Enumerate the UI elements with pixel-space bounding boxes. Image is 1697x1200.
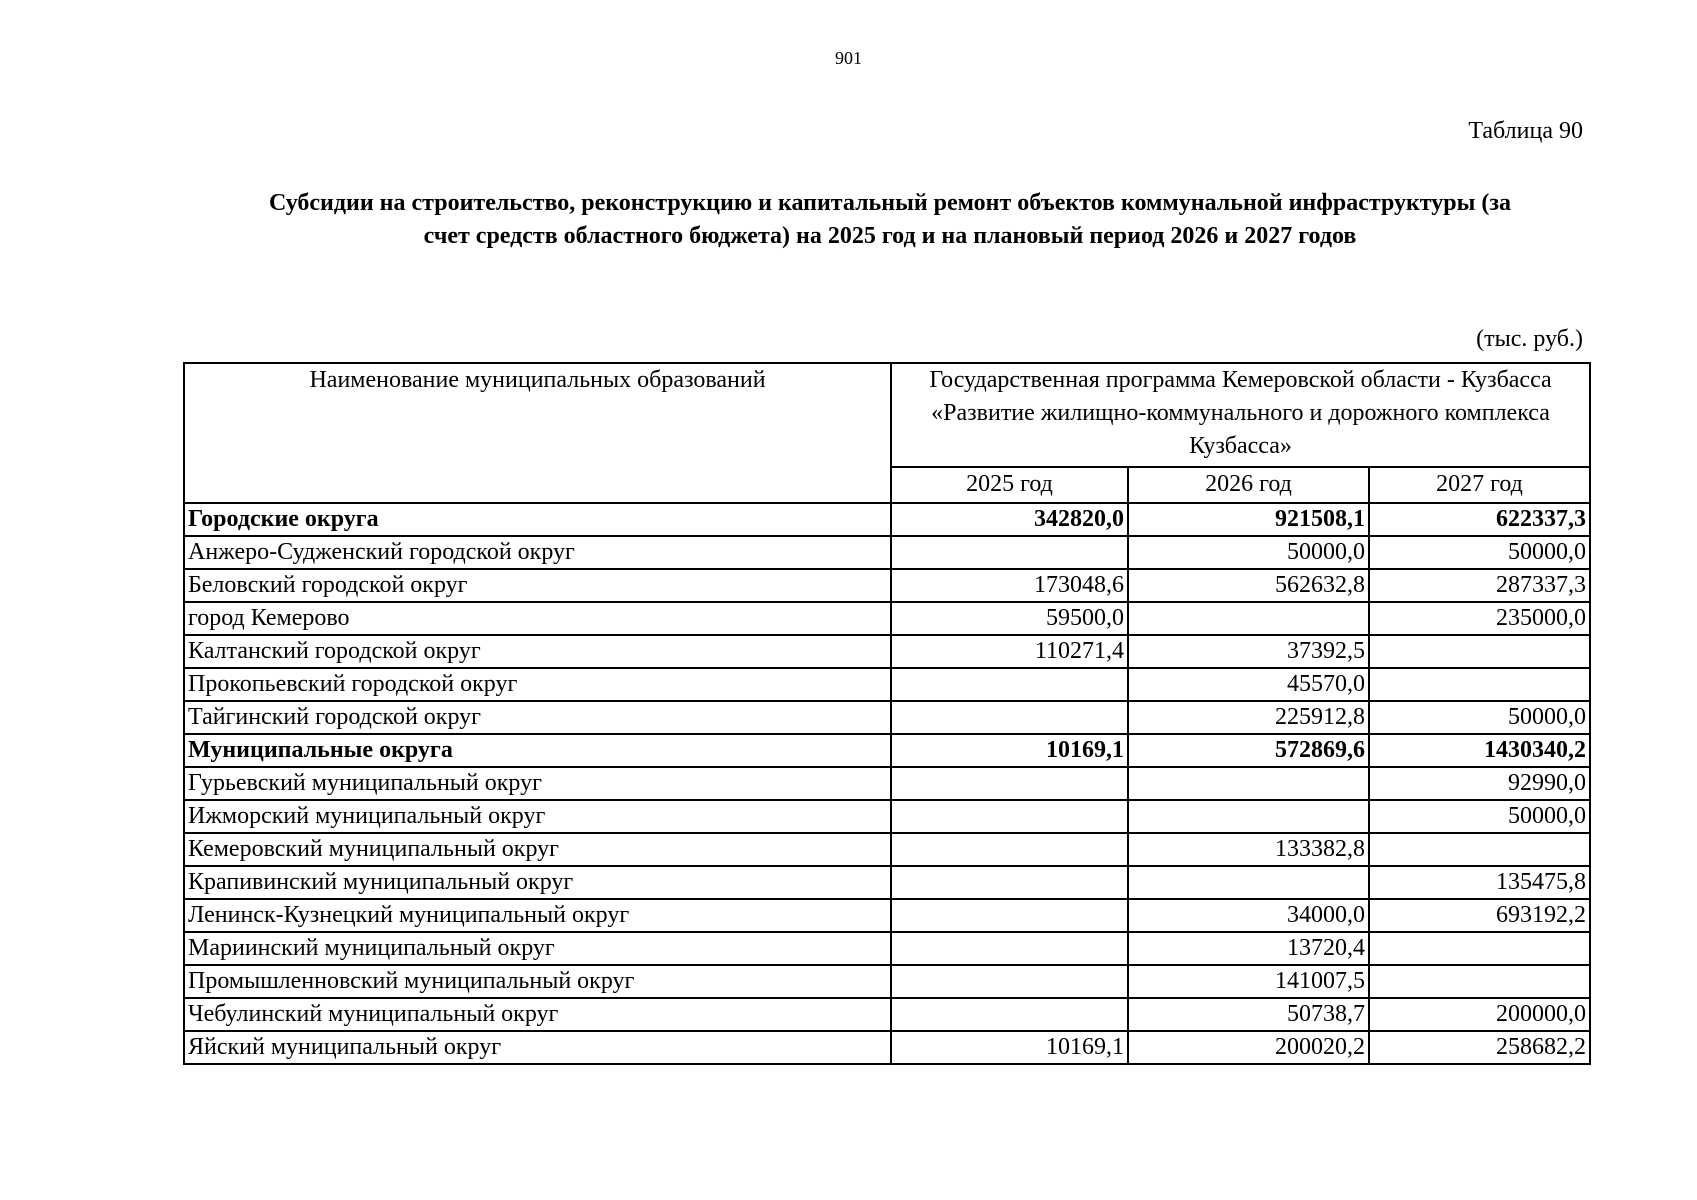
subsidies-table — [183, 362, 1591, 1065]
value-2027-cell — [1369, 635, 1590, 668]
value-2026-cell — [1128, 767, 1369, 800]
value-2025-cell: 10169,1 — [891, 1031, 1128, 1064]
table-row — [184, 569, 1590, 602]
table-row — [184, 800, 1590, 833]
value-2025-cell — [891, 800, 1128, 833]
value-2026-cell: 50000,0 — [1128, 536, 1369, 569]
value-2026-cell: 921508,1 — [1128, 503, 1369, 536]
value-2025-cell: 342820,0 — [891, 503, 1128, 536]
value-2027-cell: 287337,3 — [1369, 569, 1590, 602]
row-name-cell: Городские округа — [184, 503, 891, 536]
row-name-cell: Ленинск-Кузнецкий муниципальный округ — [184, 899, 891, 932]
column-header-2025: 2025 год — [891, 467, 1128, 503]
title-line-1: Субсидии на строительство, реконструкцию и капитальный ремонт объектов коммунальной инфраструктуры (за — [268, 190, 1512, 216]
row-name-cell: Прокопьевский городской округ — [184, 668, 891, 701]
value-2026-cell: 13720,4 — [1128, 932, 1369, 965]
value-2025-cell: 110271,4 — [891, 635, 1128, 668]
row-name-cell: Промышленновский муниципальный округ — [184, 965, 891, 998]
value-2026-cell: 141007,5 — [1128, 965, 1369, 998]
value-2027-cell: 622337,3 — [1369, 503, 1590, 536]
value-2027-cell: 50000,0 — [1369, 701, 1590, 734]
table-body — [184, 503, 1590, 1064]
table-header — [184, 363, 1590, 503]
title-line-2: счет средств областного бюджета) на 2025 год и на плановый период 2026 и 2027 годов — [423, 223, 1357, 249]
row-name-cell: Анжеро-Судженский городской округ — [184, 536, 891, 569]
value-2027-cell: 50000,0 — [1369, 536, 1590, 569]
table-group-row — [184, 734, 1590, 767]
document-title — [185, 187, 1595, 253]
value-2025-cell — [891, 932, 1128, 965]
column-header-program: Государственная программа Кемеровской области - Кузбасса «Развитие жилищно-коммунального и дорожного комплекса Кузбасса» — [891, 363, 1590, 467]
value-2026-cell: 572869,6 — [1128, 734, 1369, 767]
value-2026-cell: 37392,5 — [1128, 635, 1369, 668]
table-row — [184, 833, 1590, 866]
table-row — [184, 899, 1590, 932]
value-2026-cell: 200020,2 — [1128, 1031, 1369, 1064]
value-2027-cell — [1369, 965, 1590, 998]
value-2025-cell — [891, 899, 1128, 932]
value-2025-cell — [891, 998, 1128, 1031]
row-name-cell: Мариинский муниципальный округ — [184, 932, 891, 965]
value-2027-cell: 235000,0 — [1369, 602, 1590, 635]
value-2027-cell: 50000,0 — [1369, 800, 1590, 833]
table-row — [184, 1031, 1590, 1064]
table-group-row — [184, 503, 1590, 536]
row-name-cell: Яйский муниципальный округ — [184, 1031, 891, 1064]
table-row — [184, 866, 1590, 899]
value-2027-cell — [1369, 932, 1590, 965]
value-2026-cell: 225912,8 — [1128, 701, 1369, 734]
value-2027-cell — [1369, 668, 1590, 701]
row-name-cell: город Кемерово — [184, 602, 891, 635]
value-2027-cell: 1430340,2 — [1369, 734, 1590, 767]
value-2026-cell — [1128, 602, 1369, 635]
column-header-2026: 2026 год — [1128, 467, 1369, 503]
value-2025-cell — [891, 536, 1128, 569]
value-2025-cell: 59500,0 — [891, 602, 1128, 635]
row-name-cell: Муниципальные округа — [184, 734, 891, 767]
value-2026-cell — [1128, 866, 1369, 899]
row-name-cell: Крапивинский муниципальный округ — [184, 866, 891, 899]
value-2025-cell: 10169,1 — [891, 734, 1128, 767]
value-2025-cell: 173048,6 — [891, 569, 1128, 602]
table-row — [184, 767, 1590, 800]
value-2025-cell — [891, 701, 1128, 734]
row-name-cell: Гурьевский муниципальный округ — [184, 767, 891, 800]
value-2025-cell — [891, 833, 1128, 866]
row-name-cell: Тайгинский городской округ — [184, 701, 891, 734]
row-name-cell: Беловский городской округ — [184, 569, 891, 602]
value-2027-cell: 135475,8 — [1369, 866, 1590, 899]
value-2025-cell — [891, 767, 1128, 800]
table-row — [184, 635, 1590, 668]
row-name-cell: Чебулинский муниципальный округ — [184, 998, 891, 1031]
value-2027-cell: 92990,0 — [1369, 767, 1590, 800]
table-row — [184, 701, 1590, 734]
row-name-cell: Ижморский муниципальный округ — [184, 800, 891, 833]
value-2026-cell: 45570,0 — [1128, 668, 1369, 701]
value-2026-cell: 50738,7 — [1128, 998, 1369, 1031]
table-label: Таблица 90 — [1468, 118, 1583, 144]
value-2027-cell: 258682,2 — [1369, 1031, 1590, 1064]
value-2025-cell — [891, 866, 1128, 899]
value-2025-cell — [891, 668, 1128, 701]
value-2027-cell: 200000,0 — [1369, 998, 1590, 1031]
units-label: (тыс. руб.) — [1476, 326, 1583, 352]
row-name-cell: Калтанский городской округ — [184, 635, 891, 668]
value-2027-cell — [1369, 833, 1590, 866]
table-row — [184, 932, 1590, 965]
page-number: 901 — [835, 48, 862, 68]
column-header-2027: 2027 год — [1369, 467, 1590, 503]
column-header-name: Наименование муниципальных образований — [184, 363, 891, 503]
value-2026-cell — [1128, 800, 1369, 833]
value-2027-cell: 693192,2 — [1369, 899, 1590, 932]
value-2026-cell: 562632,8 — [1128, 569, 1369, 602]
table-row — [184, 668, 1590, 701]
table-row — [184, 965, 1590, 998]
table-row — [184, 602, 1590, 635]
value-2025-cell — [891, 965, 1128, 998]
value-2026-cell: 133382,8 — [1128, 833, 1369, 866]
row-name-cell: Кемеровский муниципальный округ — [184, 833, 891, 866]
table-row — [184, 536, 1590, 569]
table-row — [184, 998, 1590, 1031]
value-2026-cell: 34000,0 — [1128, 899, 1369, 932]
